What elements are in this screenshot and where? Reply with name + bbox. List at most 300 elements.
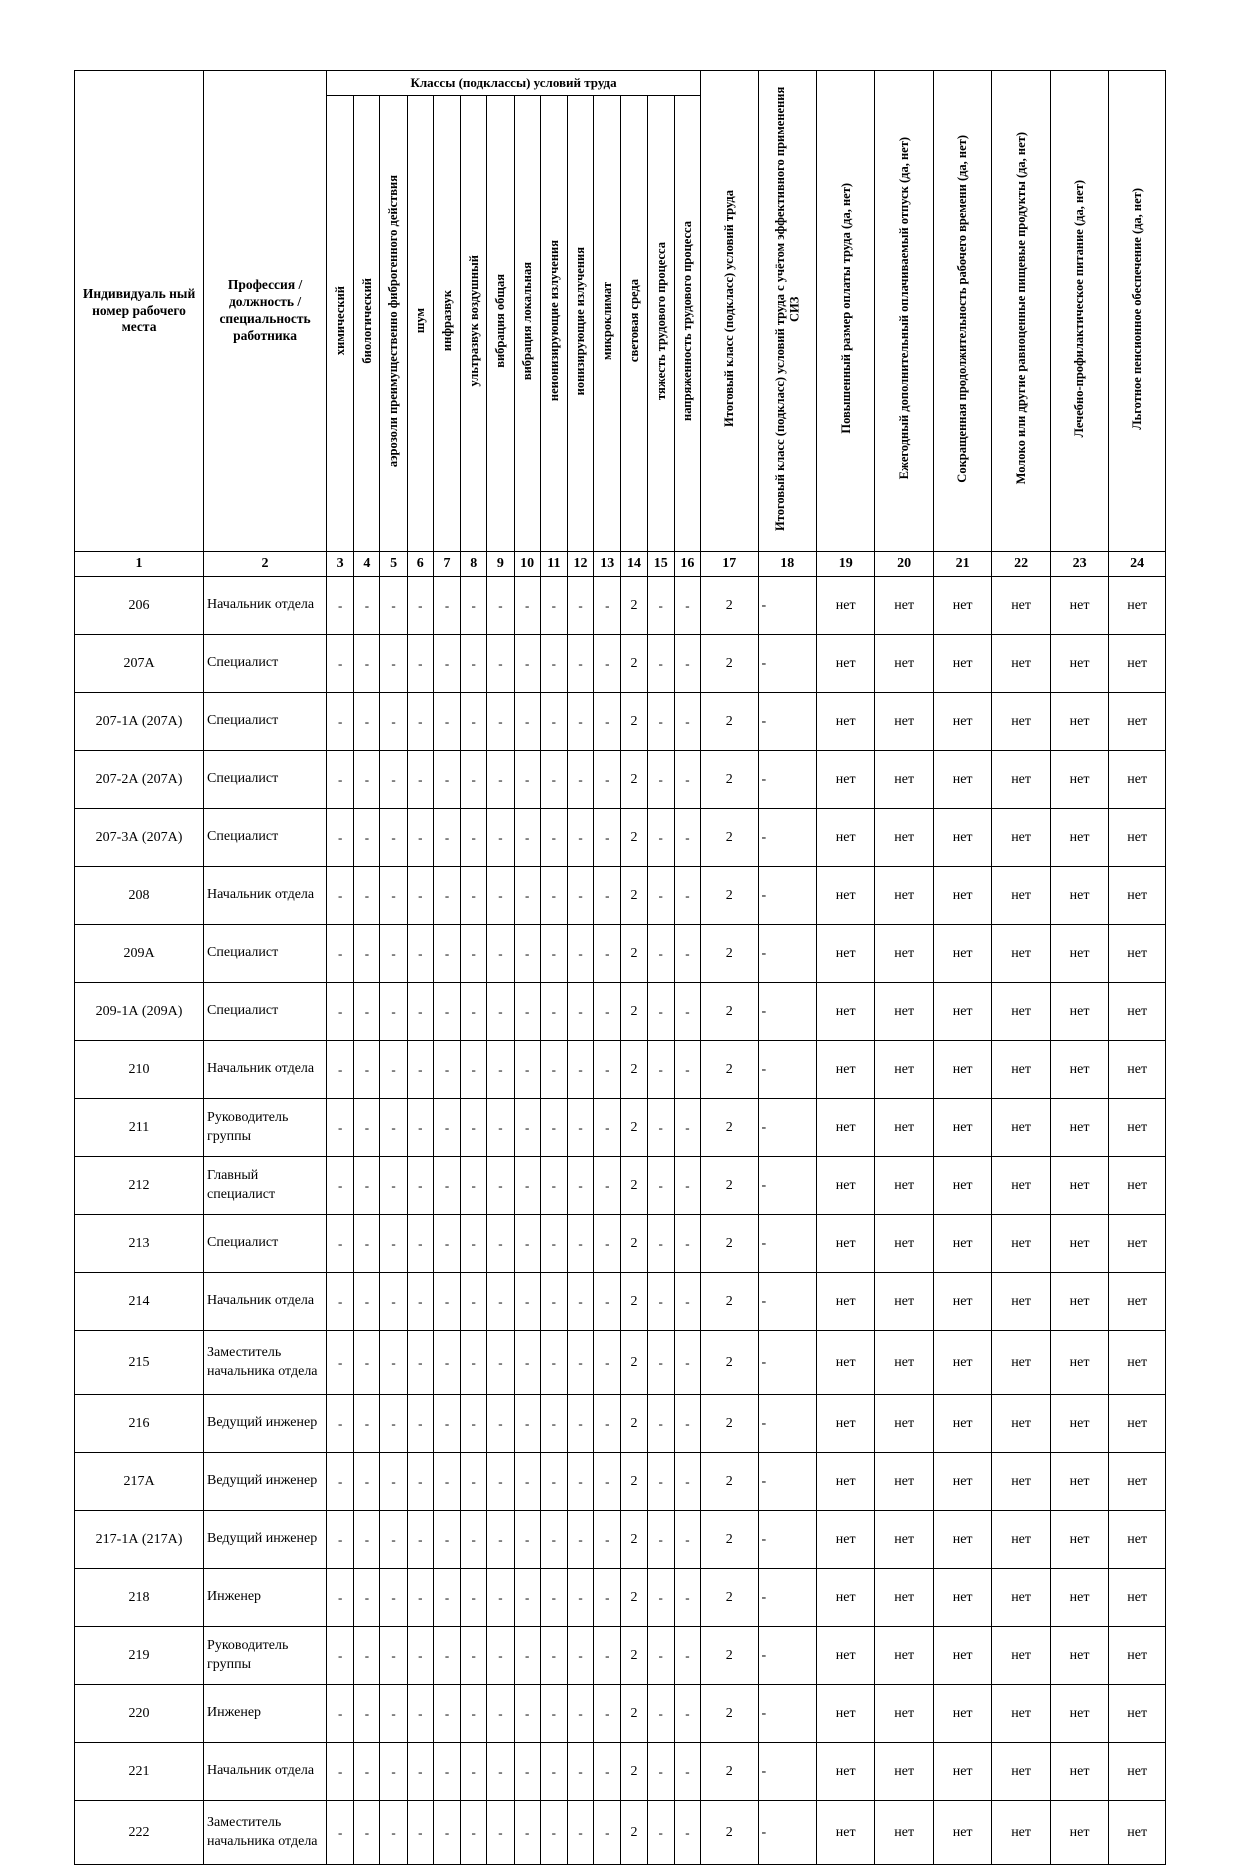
value-cell: нет [992, 1801, 1050, 1865]
value-cell: 2 [701, 1511, 758, 1569]
value-cell: нет [875, 983, 933, 1041]
value-cell: - [540, 693, 567, 751]
value-cell: нет [992, 1215, 1050, 1273]
value-cell: нет [992, 577, 1050, 635]
value-cell: - [487, 1627, 514, 1685]
value-cell: нет [1050, 1743, 1108, 1801]
value-cell: нет [875, 1743, 933, 1801]
value-cell: нет [875, 1273, 933, 1331]
value-cell: - [380, 1395, 407, 1453]
value-cell: - [594, 751, 621, 809]
value-cell: - [407, 1331, 433, 1395]
value-cell: нет [875, 635, 933, 693]
value-cell: - [514, 983, 540, 1041]
value-cell: - [540, 1099, 567, 1157]
value-cell: - [487, 1331, 514, 1395]
value-cell: - [594, 809, 621, 867]
value-cell: - [647, 635, 674, 693]
value-cell: - [514, 1273, 540, 1331]
value-cell: - [433, 809, 460, 867]
value-cell: нет [992, 1041, 1050, 1099]
column-number: 15 [647, 552, 674, 577]
factor-header: вибрация локальная [514, 96, 540, 552]
value-cell: - [354, 1215, 380, 1273]
workplace-number: 222 [75, 1801, 204, 1865]
workplace-number: 211 [75, 1099, 204, 1157]
value-cell: - [514, 1099, 540, 1157]
value-cell: - [407, 1511, 433, 1569]
column-number: 8 [461, 552, 487, 577]
value-cell: - [594, 983, 621, 1041]
value-cell: - [461, 809, 487, 867]
value-cell: - [354, 1395, 380, 1453]
value-cell: - [380, 1453, 407, 1511]
value-cell: - [647, 693, 674, 751]
value-cell: нет [1050, 1453, 1108, 1511]
value-cell: - [461, 1273, 487, 1331]
value-cell: - [327, 693, 354, 751]
value-cell: нет [933, 1685, 991, 1743]
value-cell: - [487, 1511, 514, 1569]
value-cell: нет [816, 577, 874, 635]
value-cell: нет [1109, 1099, 1166, 1157]
value-cell: - [594, 1331, 621, 1395]
value-cell: - [594, 1395, 621, 1453]
value-cell: нет [875, 1395, 933, 1453]
table-row [75, 1099, 1166, 1157]
value-cell: - [354, 751, 380, 809]
value-cell: - [540, 1157, 567, 1215]
value-cell: нет [992, 1627, 1050, 1685]
factor-header: микроклимат [594, 96, 621, 552]
value-cell: - [674, 577, 700, 635]
value-cell: - [380, 1627, 407, 1685]
value-cell: - [327, 1041, 354, 1099]
value-cell: - [354, 1511, 380, 1569]
value-cell: - [758, 1801, 816, 1865]
value-cell: нет [992, 1511, 1050, 1569]
workplace-number-header: Индивидуаль ный номер рабочего места [75, 71, 204, 552]
value-cell: - [407, 1685, 433, 1743]
value-cell: нет [933, 809, 991, 867]
value-cell: 2 [701, 1453, 758, 1511]
workplace-number: 217А [75, 1453, 204, 1511]
value-cell: нет [1050, 925, 1108, 983]
value-cell: - [433, 1041, 460, 1099]
value-cell: нет [875, 809, 933, 867]
value-cell: - [514, 1157, 540, 1215]
value-cell: нет [992, 1331, 1050, 1395]
value-cell: - [567, 983, 593, 1041]
value-cell: нет [933, 867, 991, 925]
value-cell: - [540, 635, 567, 693]
guarantee-header: Лечебно-профилактическое питание (да, нет) [1050, 71, 1108, 552]
table-row [75, 1801, 1166, 1865]
value-cell: - [594, 577, 621, 635]
value-cell: - [354, 1099, 380, 1157]
value-cell: - [407, 1569, 433, 1627]
value-cell: нет [1109, 809, 1166, 867]
value-cell: - [567, 577, 593, 635]
value-cell: - [647, 1395, 674, 1453]
value-cell: - [407, 1273, 433, 1331]
value-cell: - [758, 1215, 816, 1273]
table-row [75, 1395, 1166, 1453]
value-cell: - [380, 867, 407, 925]
value-cell: нет [816, 1569, 874, 1627]
value-cell: нет [1109, 1215, 1166, 1273]
value-cell: нет [1109, 751, 1166, 809]
value-cell: - [487, 751, 514, 809]
profession-cell: Заместитель начальника отдела [204, 1801, 327, 1865]
factor-header: аэрозоли преимущественно фиброгенного действия [380, 96, 407, 552]
value-cell: - [461, 1157, 487, 1215]
workplace-number: 215 [75, 1331, 204, 1395]
value-cell: - [407, 751, 433, 809]
value-cell: - [354, 983, 380, 1041]
value-cell: - [354, 1685, 380, 1743]
value-cell: нет [816, 925, 874, 983]
value-cell: нет [1050, 1331, 1108, 1395]
value-cell: нет [816, 1331, 874, 1395]
value-cell: - [674, 1395, 700, 1453]
value-cell: - [647, 867, 674, 925]
value-cell: - [461, 577, 487, 635]
value-cell: - [407, 809, 433, 867]
value-cell: - [567, 1273, 593, 1331]
value-cell: - [327, 1743, 354, 1801]
value-cell: - [380, 751, 407, 809]
value-cell: 2 [701, 1215, 758, 1273]
value-cell: - [567, 1511, 593, 1569]
value-cell: нет [816, 1511, 874, 1569]
profession-cell: Инженер [204, 1569, 327, 1627]
value-cell: - [327, 925, 354, 983]
value-cell: - [514, 809, 540, 867]
classes-group-header: Классы (подклассы) условий труда [327, 71, 701, 96]
workplace-number: 221 [75, 1743, 204, 1801]
value-cell: - [594, 1157, 621, 1215]
workplace-number: 220 [75, 1685, 204, 1743]
value-cell: - [758, 983, 816, 1041]
value-cell: - [354, 1569, 380, 1627]
value-cell: - [594, 1801, 621, 1865]
value-cell: нет [992, 1569, 1050, 1627]
value-cell: - [407, 1453, 433, 1511]
value-cell: 2 [621, 1273, 647, 1331]
value-cell: - [380, 983, 407, 1041]
value-cell: - [647, 1099, 674, 1157]
value-cell: - [514, 1395, 540, 1453]
value-cell: - [327, 809, 354, 867]
value-cell: - [514, 635, 540, 693]
profession-cell: Ведущий инженер [204, 1395, 327, 1453]
value-cell: нет [875, 1627, 933, 1685]
value-cell: нет [933, 635, 991, 693]
value-cell: 2 [621, 983, 647, 1041]
value-cell: нет [1109, 1627, 1166, 1685]
workplace-number: 209-1А (209А) [75, 983, 204, 1041]
table-row [75, 809, 1166, 867]
value-cell: нет [1050, 1627, 1108, 1685]
value-cell: - [540, 1685, 567, 1743]
value-cell: - [407, 1743, 433, 1801]
value-cell: 2 [621, 635, 647, 693]
profession-cell: Начальник отдела [204, 1743, 327, 1801]
value-cell: - [674, 809, 700, 867]
profession-cell: Руководитель группы [204, 1627, 327, 1685]
value-cell: - [647, 1627, 674, 1685]
value-cell: - [647, 1453, 674, 1511]
value-cell: 2 [701, 1157, 758, 1215]
factor-header: неионизирующие излучения [540, 96, 567, 552]
value-cell: - [540, 1453, 567, 1511]
profession-cell: Начальник отдела [204, 1273, 327, 1331]
table-row [75, 635, 1166, 693]
value-cell: 2 [621, 577, 647, 635]
value-cell: - [540, 867, 567, 925]
value-cell: 2 [621, 1511, 647, 1569]
column-number: 12 [567, 552, 593, 577]
value-cell: нет [875, 1685, 933, 1743]
final-class-header: Итоговый класс (подкласс) условий труда [701, 71, 758, 552]
value-cell: 2 [701, 1801, 758, 1865]
value-cell: - [567, 751, 593, 809]
value-cell: - [758, 577, 816, 635]
profession-cell: Специалист [204, 635, 327, 693]
value-cell: - [567, 925, 593, 983]
value-cell: - [514, 1215, 540, 1273]
value-cell: - [407, 983, 433, 1041]
value-cell: - [647, 1511, 674, 1569]
value-cell: - [461, 693, 487, 751]
column-number: 3 [327, 552, 354, 577]
value-cell: - [540, 1215, 567, 1273]
value-cell: нет [1109, 925, 1166, 983]
working-conditions-table [74, 70, 1166, 1865]
table-row [75, 983, 1166, 1041]
value-cell: - [487, 1395, 514, 1453]
value-cell: нет [875, 1041, 933, 1099]
value-cell: - [461, 1511, 487, 1569]
value-cell: нет [816, 1041, 874, 1099]
column-number: 18 [758, 552, 816, 577]
value-cell: - [407, 693, 433, 751]
value-cell: нет [875, 577, 933, 635]
value-cell: 2 [701, 1569, 758, 1627]
value-cell: 2 [621, 693, 647, 751]
value-cell: - [354, 1331, 380, 1395]
value-cell: - [433, 577, 460, 635]
value-cell: - [433, 751, 460, 809]
value-cell: нет [933, 1273, 991, 1331]
value-cell: нет [1050, 1395, 1108, 1453]
value-cell: нет [816, 1453, 874, 1511]
value-cell: нет [933, 1453, 991, 1511]
value-cell: - [461, 1099, 487, 1157]
value-cell: - [380, 1215, 407, 1273]
value-cell: нет [992, 1743, 1050, 1801]
value-cell: нет [933, 1331, 991, 1395]
value-cell: нет [933, 925, 991, 983]
value-cell: - [567, 1041, 593, 1099]
value-cell: - [407, 1099, 433, 1157]
value-cell: - [514, 1801, 540, 1865]
workplace-number: 207А [75, 635, 204, 693]
column-number: 17 [701, 552, 758, 577]
working-conditions-sheet [74, 70, 1166, 1865]
value-cell: - [540, 983, 567, 1041]
value-cell: - [487, 1041, 514, 1099]
value-cell: нет [1109, 577, 1166, 635]
value-cell: - [594, 1685, 621, 1743]
value-cell: - [487, 983, 514, 1041]
value-cell: - [540, 577, 567, 635]
value-cell: - [594, 693, 621, 751]
value-cell: - [354, 1743, 380, 1801]
value-cell: - [380, 1569, 407, 1627]
value-cell: нет [1109, 635, 1166, 693]
value-cell: нет [992, 809, 1050, 867]
value-cell: - [433, 635, 460, 693]
value-cell: - [327, 983, 354, 1041]
value-cell: 2 [701, 1099, 758, 1157]
value-cell: нет [1109, 1569, 1166, 1627]
value-cell: - [674, 1099, 700, 1157]
profession-cell: Начальник отдела [204, 577, 327, 635]
value-cell: нет [1050, 867, 1108, 925]
table-row [75, 1041, 1166, 1099]
value-cell: - [433, 867, 460, 925]
value-cell: нет [933, 983, 991, 1041]
value-cell: 2 [701, 1685, 758, 1743]
profession-header: Профессия / должность / специальность работника [204, 71, 327, 552]
value-cell: нет [816, 1743, 874, 1801]
value-cell: - [647, 1685, 674, 1743]
guarantee-header: Молоко или другие равноценные пищевые продукты (да, нет) [992, 71, 1050, 552]
value-cell: - [487, 1801, 514, 1865]
value-cell: нет [1050, 1511, 1108, 1569]
value-cell: - [540, 809, 567, 867]
value-cell: - [540, 1511, 567, 1569]
column-number: 24 [1109, 552, 1166, 577]
value-cell: - [647, 577, 674, 635]
value-cell: - [354, 1273, 380, 1331]
value-cell: - [461, 1569, 487, 1627]
value-cell: - [487, 1099, 514, 1157]
profession-cell: Ведущий инженер [204, 1511, 327, 1569]
value-cell: - [327, 751, 354, 809]
value-cell: нет [875, 1099, 933, 1157]
value-cell: - [380, 809, 407, 867]
value-cell: - [380, 1157, 407, 1215]
workplace-number: 212 [75, 1157, 204, 1215]
factor-header: ионизирующие излучения [567, 96, 593, 552]
value-cell: 2 [701, 693, 758, 751]
value-cell: - [674, 1511, 700, 1569]
value-cell: - [674, 1801, 700, 1865]
value-cell: - [758, 1627, 816, 1685]
value-cell: - [647, 1273, 674, 1331]
value-cell: - [674, 1157, 700, 1215]
value-cell: - [758, 1157, 816, 1215]
value-cell: нет [1050, 809, 1108, 867]
value-cell: нет [992, 1395, 1050, 1453]
value-cell: - [461, 1395, 487, 1453]
table-row [75, 1157, 1166, 1215]
column-number: 16 [674, 552, 700, 577]
guarantee-header: Льготное пенсионное обеспечение (да, нет) [1109, 71, 1166, 552]
value-cell: - [674, 1273, 700, 1331]
table-row [75, 1273, 1166, 1331]
table-row [75, 693, 1166, 751]
profession-cell: Главный специалист [204, 1157, 327, 1215]
value-cell: - [407, 867, 433, 925]
value-cell: - [674, 751, 700, 809]
value-cell: - [567, 1743, 593, 1801]
value-cell: - [514, 1627, 540, 1685]
value-cell: - [327, 867, 354, 925]
value-cell: нет [933, 751, 991, 809]
value-cell: нет [933, 1569, 991, 1627]
workplace-number: 207-3А (207А) [75, 809, 204, 867]
value-cell: - [380, 577, 407, 635]
table-row [75, 867, 1166, 925]
value-cell: - [758, 1331, 816, 1395]
value-cell: - [647, 1743, 674, 1801]
value-cell: нет [1050, 1215, 1108, 1273]
value-cell: - [380, 1801, 407, 1865]
value-cell: 2 [701, 1273, 758, 1331]
value-cell: - [594, 1569, 621, 1627]
value-cell: - [354, 809, 380, 867]
value-cell: 2 [621, 1743, 647, 1801]
value-cell: - [354, 693, 380, 751]
column-number: 13 [594, 552, 621, 577]
value-cell: - [407, 577, 433, 635]
table-row [75, 1511, 1166, 1569]
value-cell: - [354, 925, 380, 983]
value-cell: - [758, 1395, 816, 1453]
value-cell: 2 [701, 635, 758, 693]
value-cell: нет [992, 983, 1050, 1041]
workplace-number: 210 [75, 1041, 204, 1099]
value-cell: - [407, 1395, 433, 1453]
value-cell: 2 [701, 1743, 758, 1801]
column-number: 5 [380, 552, 407, 577]
value-cell: 2 [701, 867, 758, 925]
guarantee-header: Ежегодный дополнительный оплачиваемый отпуск (да, нет) [875, 71, 933, 552]
value-cell: нет [933, 1395, 991, 1453]
profession-cell: Специалист [204, 983, 327, 1041]
workplace-number: 213 [75, 1215, 204, 1273]
value-cell: - [540, 1627, 567, 1685]
value-cell: - [594, 1627, 621, 1685]
value-cell: нет [1109, 1157, 1166, 1215]
value-cell: - [327, 1395, 354, 1453]
value-cell: 2 [701, 1627, 758, 1685]
value-cell: - [487, 1685, 514, 1743]
value-cell: нет [992, 693, 1050, 751]
value-cell: нет [875, 925, 933, 983]
value-cell: - [514, 1685, 540, 1743]
value-cell: нет [875, 1453, 933, 1511]
value-cell: - [674, 1331, 700, 1395]
value-cell: 2 [621, 1453, 647, 1511]
value-cell: нет [875, 1157, 933, 1215]
value-cell: - [461, 983, 487, 1041]
value-cell: - [514, 1453, 540, 1511]
